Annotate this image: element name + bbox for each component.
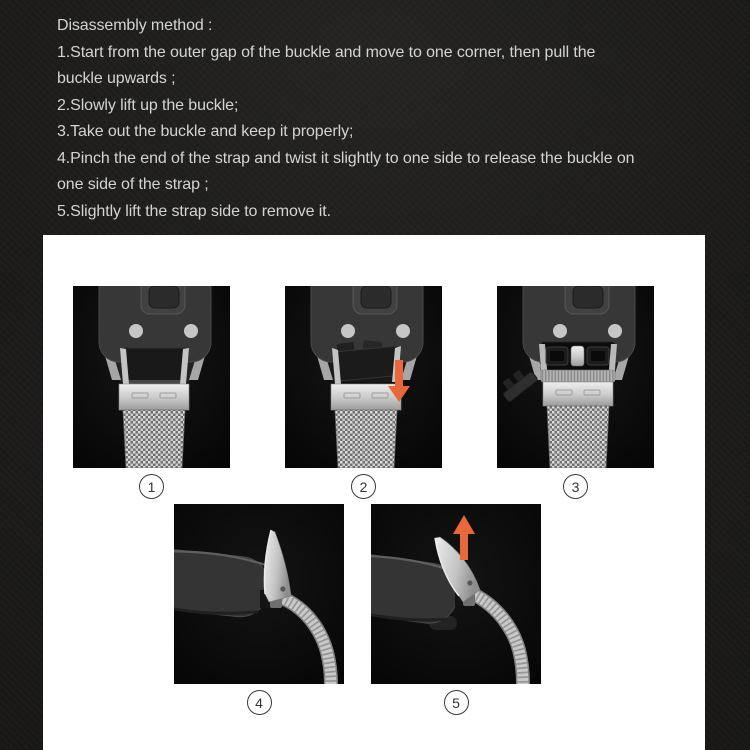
step-number: 2 (359, 478, 368, 495)
clasp-plate (119, 384, 189, 410)
figures-row-top (73, 286, 705, 499)
buckle-closed (120, 348, 189, 384)
figure-step-5 (371, 504, 541, 715)
step-number: 1 (147, 478, 156, 495)
step-1-text-line-2: buckle upwards ; (57, 70, 176, 87)
step-3-text: 3.Take out the buckle and keep it properly; (57, 123, 354, 140)
step-3-number-badge (563, 474, 588, 499)
instructions-text-block (57, 13, 634, 225)
step-2-photo (285, 286, 442, 468)
mesh-strap (123, 410, 185, 468)
figures-row-bottom (174, 504, 705, 715)
open-buckle-mechanism (539, 342, 617, 382)
step-4-photo (174, 504, 344, 684)
mesh-strap (335, 410, 397, 468)
figure-step-3 (497, 286, 654, 499)
clasp-plate (543, 382, 613, 406)
step-number: 4 (255, 694, 263, 711)
instructions-title: Disassembly method : (57, 17, 213, 34)
step-4-number-badge (247, 690, 272, 715)
step-1-text-line-1: 1.Start from the outer gap of the buckle and move to one corner, then pull the (57, 43, 596, 61)
step-5-text: 5.Slightly lift the strap side to remove it. (57, 202, 331, 220)
step-5-photo (371, 504, 541, 684)
figure-step-2 (285, 286, 442, 499)
step-4-text-line-1: 4.Pinch the end of the strap and twist it slightly to one side to release the buckle on (57, 149, 635, 167)
step-5-number-badge (444, 690, 469, 715)
figures-card (43, 235, 705, 750)
figure-step-4 (174, 504, 344, 715)
figure-step-1 (73, 286, 230, 499)
step-2-number-badge (351, 474, 376, 499)
step-1-photo (73, 286, 230, 468)
step-number: 5 (452, 694, 460, 711)
step-3-photo (497, 286, 654, 468)
step-1-number-badge (139, 474, 164, 499)
mesh-strap (547, 406, 609, 468)
step-number: 3 (571, 478, 580, 495)
step-2-text: 2.Slowly lift up the buckle; (57, 96, 239, 114)
step-4-text-line-2: one side of the strap ; (57, 176, 209, 193)
